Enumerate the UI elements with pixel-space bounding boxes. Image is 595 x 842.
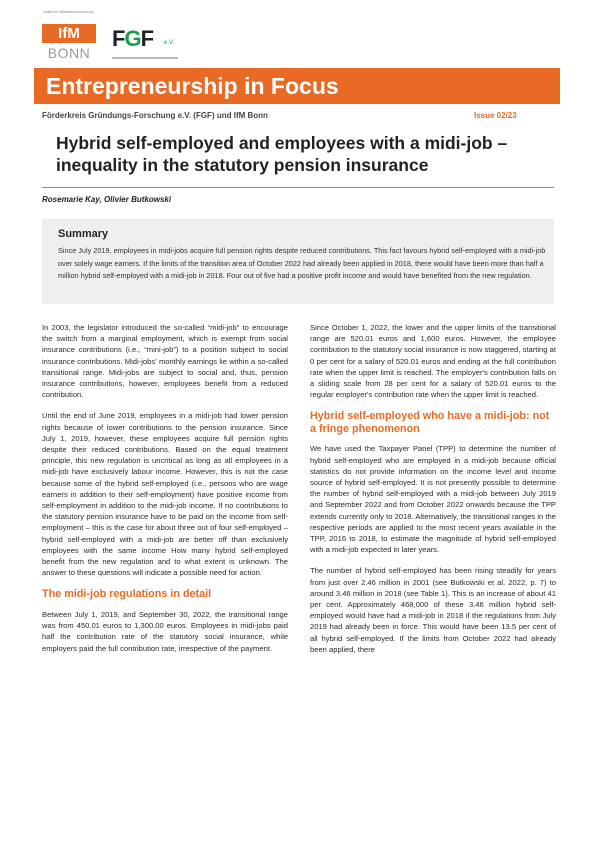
fgf-logo	[112, 26, 180, 64]
paragraph: Since October 1, 2022, the lower and the upper limits of the transitional range are 520.01 euros and 1,600 euros. However, the employee contribution to the statutory social insurance is now staggered, starting at 0 per cent for a salary of 520.01 euros and ending at the full contribution rate when the upper limit is reached. The employer's contribution falls on a sliding scale from 28 per cent for a salary of 520.01 euros to the regular employer's contribution rate when the upper limit is reached.	[310, 323, 556, 400]
publisher-line: Förderkreis Gründungs-Forschung e.V. (FGF) und IfM Bonn	[42, 111, 268, 120]
paragraph: Until the end of June 2019, employees in a midi-job had lower pension rights because of lower contributions to the pension insurance. Since July 1, 2019, however, these employees acquire full pension rights despite their reduced contributions. Based on the equal treatment principle, this new regulation is uncritical as long as all employees in a midi-job have exclusively labour income. However, this is not the case because some of the hybrid self-employed (i.e., persons who are wage earners in addition to their self-employment) have positive income from self-employment in addition to the midi-job income. If no contributions to the statutory pension insurance have to be paid on the income from self-employment – this is the case for about three out of four self-employed – hybrid self-employed with a midi-job are better off than exclusively employees with the same income How many hybrid self-employed benefit from the new regulation and to what extent is unknown. The answer to these questions will indicate a possible need for action.	[42, 411, 288, 578]
banner-title: Entrepreneurship in Focus	[46, 73, 339, 99]
ifm-logo-name: IfM	[42, 24, 96, 43]
article-title: Hybrid self-employed and employees with a midi-job – inequality in the statutory pension insurance	[56, 133, 508, 175]
paragraph: The number of hybrid self-employed has been rising steadily for years from just over 2.46 million in 2001 (see Butkowski et al. 2022, p. 7) to around 3.46 million in 2018 (see Table 1). This is an increase of about 41 per cent. Approximately 468,000 of these 3.46 million hybrid self-employed would have had a midi-job in 2018 if the regulations from July 2019 had already been in force. This would have been 13.5 per cent of all hybrid self-employed. If the limits from October 2022 had already been applied, there	[310, 566, 556, 654]
paragraph: We have used the Taxpayer Panel (TPP) to determine the number of hybrid self-employed who are employed in a midi-job because official statistics do not provide information on the income level and income source of hybrid self-employed. It is not presently possible to determine the number of hybrid self-employed with a midi-job between July 2019 and September 2022 and from October 2022 onwards because the TPP extends currently only to 2018. Alternatively, the transitional ranges in the respective periods are applied to the most recent years available in the TPP, 2016 to 2018, to estimate the magnitude of hybrid self-employed with a midi-job expected in later years.	[310, 444, 556, 555]
summary-text: Since July 2019, employees in midi-jobs acquire full pension rights despite reduced contributions. This fact favours hybrid self-employed with a midi-job over solely wage earners. If the limits of the transition area of October 2022 had already been applied in 2018, there would have been more than half a million hybrid self-employed with a midi-job in 2018. Four out of five had a positive profit income and would have benefited from the new regulation.	[58, 246, 546, 280]
ifm-logo-small-text: Institut für Mittelstandsforschung	[43, 10, 94, 14]
summary-heading: Summary	[58, 228, 109, 240]
left-column	[42, 322, 288, 664]
fgf-logo-wordmark: FGF	[112, 26, 154, 51]
issue-number: Issue 02/23	[474, 111, 517, 120]
paragraph: Between July 1, 2019, and September 30, 2022, the transitional range was from 450.01 euros to 1,300.00 euros. Employees in midi-jobs paid half the contribution rate of the statutory social insurance, while employers paid the full contribution rate, irrespective of the payment.	[42, 609, 288, 653]
section-heading: The midi-job regulations in detail	[42, 588, 212, 601]
ifm-logo-city: BONN	[47, 45, 91, 61]
section-heading: Hybrid self-employed who have a midi-job: not a fringe phenomenon	[310, 410, 550, 435]
fgf-logo-suffix: e.V.	[164, 40, 175, 46]
fgf-logo-tagline-bar	[112, 57, 178, 59]
article-authors: Rosemarie Kay, Olivier Butkowski	[42, 195, 172, 204]
ifm-bonn-logo	[42, 8, 96, 62]
right-column	[310, 322, 556, 665]
title-divider	[42, 187, 554, 188]
paragraph: In 2003, the legislator introduced the so-called “midi-job” to encourage the switch from a marginal employment, which is exempt from social insurance contributions (i.e., “mini-job”) to a position subject to social insurance contributions. Midi-jobs' monthly earnings lie within a so-called transitional range. Midi-jobs are subject to social and, thus, pension insurance contributions, however, employees benefit from a reduced contribution.	[42, 323, 288, 400]
